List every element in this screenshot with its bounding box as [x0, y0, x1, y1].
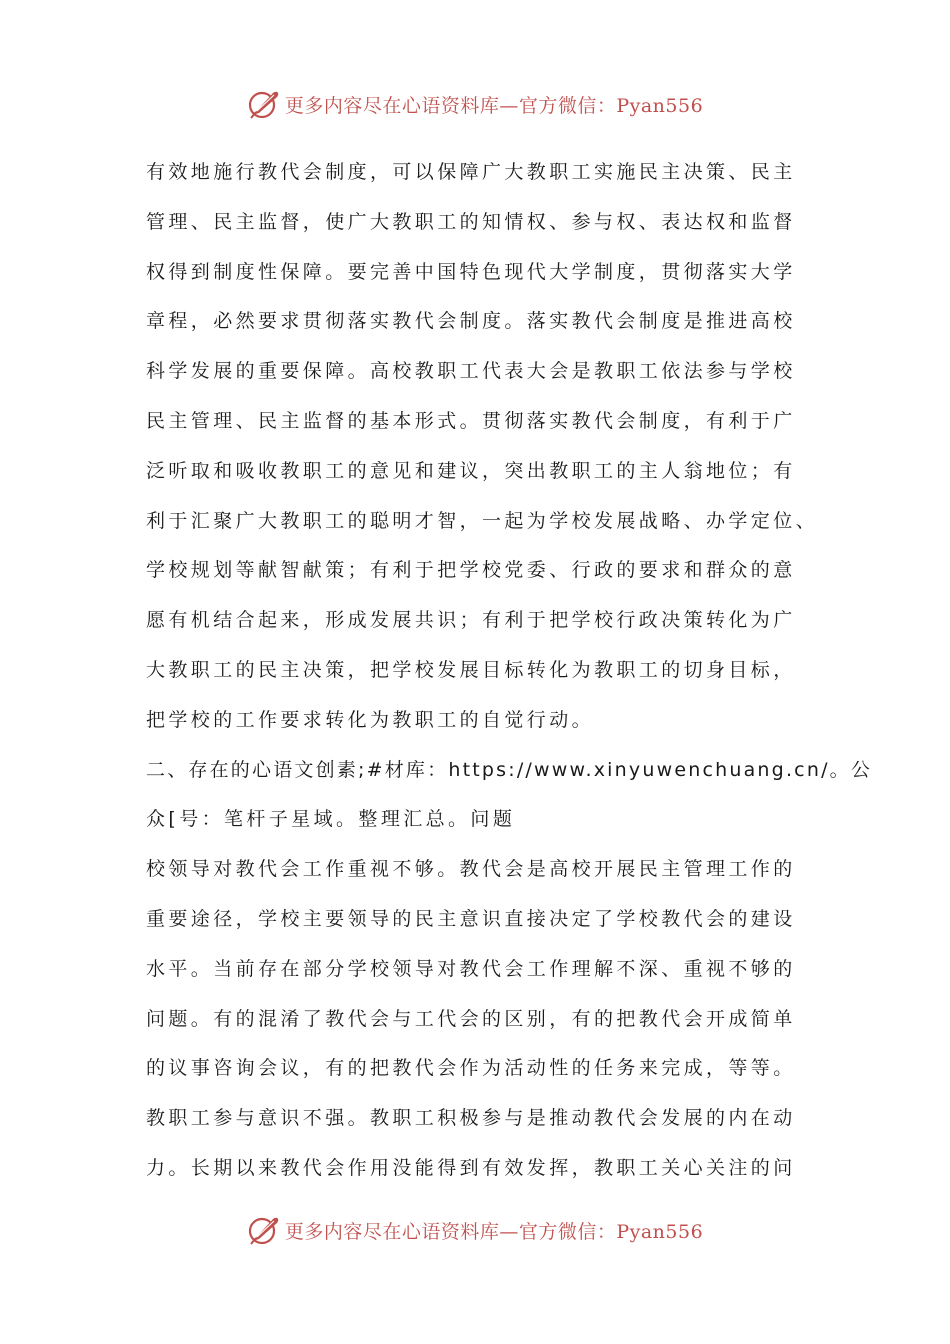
section-heading-line: 众[号：笔杆子星域。整理汇总。问题	[146, 808, 516, 831]
body-line: 章程，必然要求贯彻落实教代会制度。落实教代会制度是推进高校	[146, 310, 796, 333]
body-line: 科学发展的重要保障。高校教职工代表大会是教职工依法参与学校	[146, 360, 796, 383]
body-line: 的议事咨询会议，有的把教代会作为活动性的任务来完成，等等。	[146, 1057, 796, 1080]
section-heading-line: 二、存在的心语文创素;#材库：https://www.xinyuwenchuang.cn/。公	[146, 758, 873, 781]
document-body	[146, 148, 873, 1194]
body-line: 有效地施行教代会制度，可以保障广大教职工实施民主决策、民主	[146, 161, 796, 183]
body-line: 愿有机结合起来，形成发展共识；有利于把学校行政决策转化为广	[146, 609, 796, 632]
feather-pen-logo-icon	[247, 1213, 281, 1247]
body-line: 权得到制度性保障。要完善中国特色现代大学制度，贯彻落实大学	[146, 260, 796, 283]
body-line: 民主管理、民主监督的基本形式。贯彻落实教代会制度，有利于广	[146, 409, 796, 432]
body-line: 重要途径，学校主要领导的民主意识直接决定了学校教代会的建设	[146, 907, 796, 930]
body-line: 把学校的工作要求转化为教职工的自觉行动。	[146, 708, 595, 731]
body-line: 力。长期以来教代会作用没能得到有效发挥，教职工关心关注的问	[146, 1156, 796, 1179]
header-banner-text: 更多内容尽在心语资料库—官方微信：Pyan556	[284, 94, 704, 117]
body-line: 学校规划等献智献策；有利于把学校党委、行政的要求和群众的意	[146, 559, 796, 582]
body-line: 教职工参与意识不强。教职工积极参与是推动教代会发展的内在动	[146, 1107, 796, 1130]
body-line: 泛听取和吸收教职工的意见和建议，突出教职工的主人翁地位；有	[146, 459, 796, 482]
header-banner	[0, 84, 950, 124]
body-line: 水平。当前存在部分学校领导对教代会工作理解不深、重视不够的	[146, 957, 796, 980]
feather-pen-logo-icon	[247, 87, 281, 121]
body-line: 大教职工的民主决策，把学校发展目标转化为教职工的切身目标，	[146, 658, 796, 681]
footer-banner	[0, 1210, 950, 1250]
footer-banner-text: 更多内容尽在心语资料库—官方微信：Pyan556	[284, 1220, 704, 1243]
body-line: 利于汇聚广大教职工的聪明才智，一起为学校发展战略、办学定位、	[146, 509, 819, 532]
body-line: 管理、民主监督，使广大教职工的知情权、参与权、表达权和监督	[146, 210, 796, 233]
body-line: 校领导对教代会工作重视不够。教代会是高校开展民主管理工作的	[146, 858, 796, 881]
body-line: 问题。有的混淆了教代会与工代会的区别，有的把教代会开成简单	[146, 1007, 796, 1030]
